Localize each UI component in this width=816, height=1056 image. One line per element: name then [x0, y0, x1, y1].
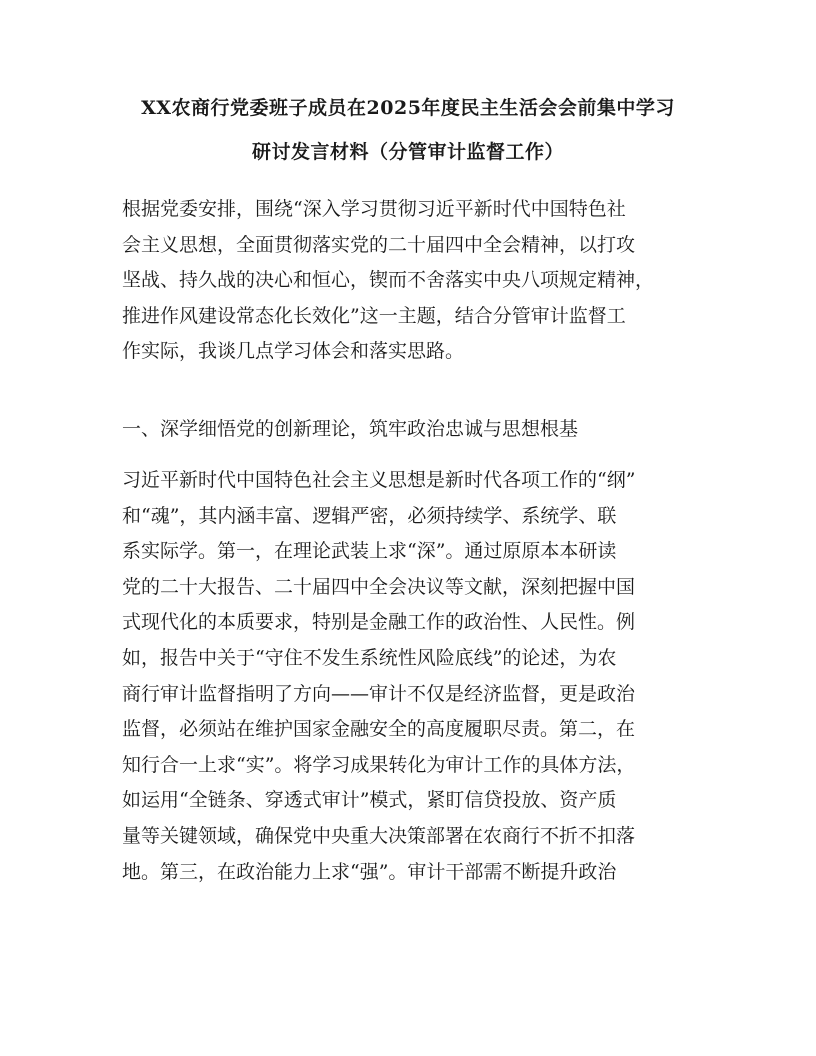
section-1-line: 商行审计监督指明了方向——审计不仅是经济监督，更是政治: [122, 682, 636, 705]
intro-line: 坚战、持久战的决心和恒心，锲而不舍落实中央八项规定精神，: [122, 269, 655, 292]
section-1-line: 式现代化的本质要求，特别是金融工作的政治性、人民性。例: [122, 611, 636, 634]
section-1-heading: 一、深学细悟党的创新理论，筑牢政治忠诚与思想根基: [122, 418, 579, 440]
section-1-line: 系实际学。第一，在理论武装上求“深”。通过原原本本研读: [122, 540, 617, 563]
section-1-line: 如运用“全链条、穿透式审计”模式，紧盯信贷投放、资产质: [122, 789, 617, 812]
intro-line: 推进作风建设常态化长效化”这一主题，结合分管审计监督工: [122, 304, 626, 327]
intro-line: 作实际，我谈几点学习体会和落实思路。: [122, 340, 465, 363]
section-1-line: 和“魂”，其内涵丰富、逻辑严密，必须持续学、系统学、联: [122, 504, 617, 527]
section-1-line: 地。第三，在政治能力上求“强”。审计干部需不断提升政治: [122, 860, 617, 883]
section-1-line: 知行合一上求“实”。将学习成果转化为审计工作的具体方法，: [122, 753, 636, 776]
section-1-line: 监督，必须站在维护国家金融安全的高度履职尽责。第二，在: [122, 718, 636, 741]
section-1-line: 习近平新时代中国特色社会主义思想是新时代各项工作的“纲”: [122, 469, 636, 491]
intro-line: 根据党委安排，围绕“深入学习贯彻习近平新时代中国特色社: [122, 198, 626, 220]
section-1-line: 量等关键领域，确保党中央重大决策部署在农商行不折不扣落: [122, 824, 636, 847]
document-title-line-2: 研讨发言材料（分管审计监督工作）: [251, 141, 564, 163]
intro-paragraph: [122, 192, 712, 370]
section-1-line: 党的二十大报告、二十届四中全会决议等文献，深刻把握中国: [122, 575, 636, 598]
document-title-line-1: XX农商行党委班子成员在2025年度民主生活会会前集中学习: [141, 97, 675, 119]
intro-line: 会主义思想，全面贯彻落实党的二十届四中全会精神，以打攻: [122, 233, 636, 256]
section-1-line: 如，报告中关于“守住不发生系统性风险底线”的论述，为农: [122, 646, 617, 669]
section-1-paragraph: [122, 463, 712, 890]
